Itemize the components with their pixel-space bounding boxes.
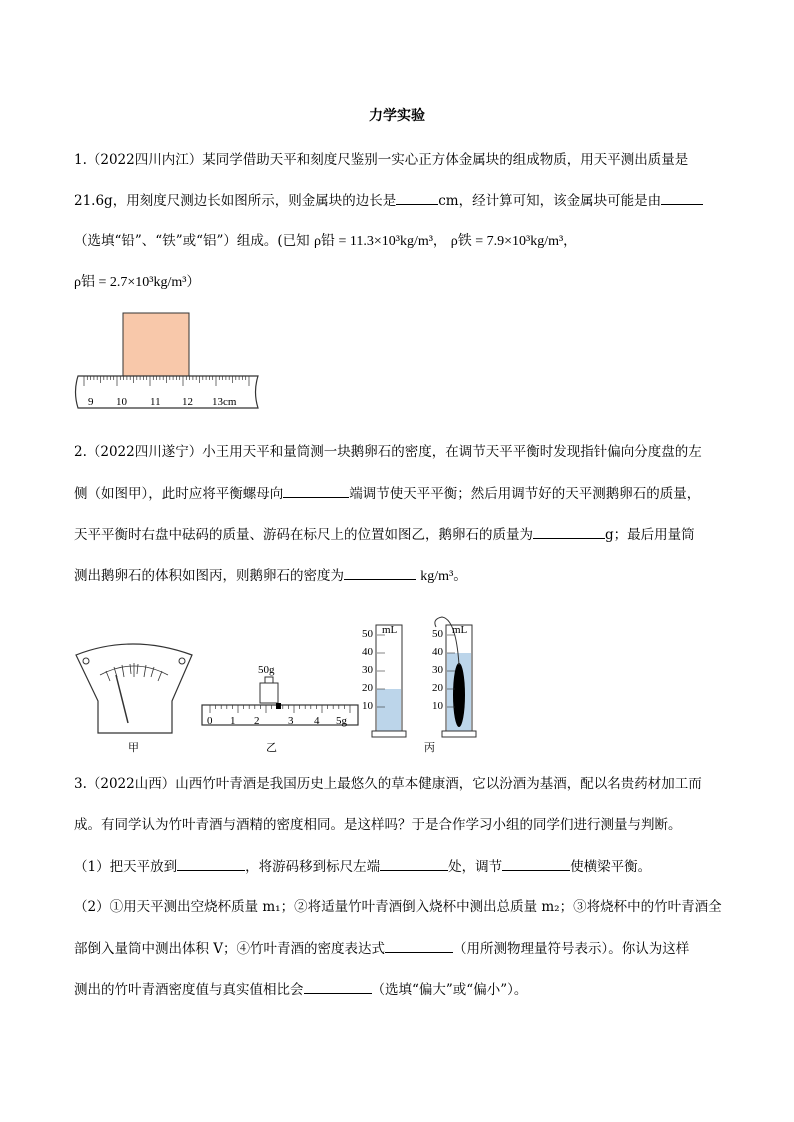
q1-line-1: 1.（2022四川内江）某同学借助天平和刻度尺鉴别一实心正方体金属块的组成物质，用天平测出质量是 (74, 152, 689, 168)
q2-line-3-text-b: g；最后用量筒 (605, 527, 695, 543)
q3-blank-expression[interactable] (385, 938, 453, 953)
q2-line-4 (74, 565, 734, 587)
ruler-label-11: 11 (150, 396, 161, 408)
cylinder-right (432, 617, 476, 737)
scale-label-2: 2 (254, 715, 260, 727)
q1-line-2-text-a: 21.6g，用刻度尺测边长如图所示，则金属块的边长是 (74, 193, 397, 209)
metal-cube (123, 313, 189, 376)
q2-line-3 (74, 524, 734, 545)
q3-line-5 (74, 938, 734, 959)
pebble (453, 663, 465, 727)
q3-blank-compare[interactable] (304, 979, 372, 994)
q3-line-6 (74, 979, 734, 1000)
q1-line-4 (74, 272, 734, 293)
left-tick-30: 30 (362, 664, 373, 676)
q2-line-3-text-a: 天平平衡时右盘中砝码的质量、游码在标尺上的位置如图乙，鹅卵石的质量为 (74, 527, 533, 543)
fig-label-bing: 丙 (424, 742, 435, 754)
cylinder-left (362, 624, 406, 737)
q3-line-5-text-a: 部倒入量筒中测出体积 V；④竹叶青酒的密度表达式 (74, 941, 386, 957)
q2-line-2-text-a: 侧（如图甲），此时应将平衡螺母向 (74, 486, 284, 502)
q3-line-3-text-b: ，将游码移到标尺左端 (245, 859, 381, 875)
scale-label-1: 1 (230, 715, 236, 727)
rho-iron-formula: ρ铁 = 7.9×10³kg/m³ (450, 234, 564, 249)
q1-line-3-text: （选填“铅”、“铁”或“铝”）组成。(已知 (74, 233, 310, 249)
q1-blank-edge-length[interactable] (396, 190, 438, 205)
ruler-label-9: 9 (88, 396, 94, 408)
q2-blank-direction[interactable] (283, 483, 349, 498)
left-tick-40: 40 (362, 646, 373, 658)
scale-label-5g: 5g (336, 715, 347, 727)
rider (276, 703, 281, 709)
q3-line-5-text-b: （用所测物理量符号表示）。你认为这样 (453, 941, 690, 957)
cylinder-left-unit: mL (382, 624, 398, 636)
q2-line-4-text-a: 测出鹅卵石的体积如图丙，则鹅卵石的密度为 (74, 568, 344, 584)
q3-line-3 (74, 856, 734, 877)
q1-line-2-text-b: cm，经计算可知，该金属块可能是由 (438, 193, 662, 209)
q1-line-2 (74, 190, 734, 211)
q3-blank-adjust[interactable] (502, 856, 570, 871)
left-tick-50: 50 (362, 628, 373, 640)
right-tick-10: 10 (432, 700, 443, 712)
scale-label-0: 0 (207, 715, 213, 727)
q2-line-1: 2.（2022四川遂宁）小王用天平和量筒测一块鹅卵石的密度，在调节天平平衡时发现指针偏向分度盘的左 (74, 444, 702, 460)
left-tick-10: 10 (362, 700, 373, 712)
q2-unit: kg/m³。 (420, 569, 468, 584)
q2-line-2 (74, 483, 734, 504)
q2-blank-mass[interactable] (533, 524, 605, 539)
q3-line-3-text-d: 使横梁平衡。 (570, 859, 652, 875)
rho-aluminum-formula: ρ铝 = 2.7×10³kg/m³ (74, 275, 187, 290)
q1-line-3: （选填“铅”、“铁”或“铝”）组成。(已知 ρ铅 = 11.3×10³kg/m³， ρ铁 = 7.9×10³kg/m³， (74, 233, 577, 249)
weight-label: 50g (258, 664, 275, 676)
fig-label-yi: 乙 (266, 742, 277, 754)
ruler-label-13cm: 13cm (212, 396, 237, 408)
page-title: 力学实验 (369, 108, 425, 124)
weight-50g (260, 683, 278, 703)
ruler-figure (70, 310, 270, 420)
ruler-label-12: 12 (182, 396, 193, 408)
fig-label-jia: 甲 (128, 742, 139, 754)
q3-line-6-text-a: 测出的竹叶青酒密度值与真实值相比会 (74, 982, 304, 998)
left-tick-20: 20 (362, 682, 373, 694)
q1-blank-metal[interactable] (661, 190, 703, 205)
q2-line-2-text-b: 端调节使天平平衡；然后用调节好的天平测鹅卵石的质量， (349, 486, 701, 502)
rider-scale (202, 664, 358, 727)
q2-blank-density[interactable] (344, 565, 416, 580)
balance-dial (76, 644, 192, 733)
right-tick-20: 20 (432, 682, 443, 694)
q3-blank-zero[interactable] (380, 856, 448, 871)
rho-lead-formula: ρ铅 = 11.3×10³kg/m³ (313, 234, 433, 249)
scale-label-4: 4 (314, 715, 320, 727)
q3-line-3-text-a: （1）把天平放到 (74, 859, 178, 875)
balance-figure (70, 605, 490, 755)
q3-blank-place[interactable] (177, 856, 245, 871)
q3-line-6-text-b: （选填“偏大”或“偏小”）。 (371, 982, 528, 998)
q3-line-4: （2）①用天平测出空烧杯质量 m₁；②将适量竹叶青酒倒入烧杯中测出总质量 m₂；③将烧杯中的竹叶青酒全 (74, 899, 722, 915)
right-tick-50: 50 (432, 628, 443, 640)
right-tick-30: 30 (432, 664, 443, 676)
cylinder-right-unit: mL (452, 624, 468, 636)
scale-label-3: 3 (288, 715, 294, 727)
right-tick-40: 40 (432, 646, 443, 658)
q3-line-2: 成。有同学认为竹叶青酒与酒精的密度相同。是这样吗？于是合作学习小组的同学们进行测量与判断。 (74, 817, 682, 833)
ruler-label-10: 10 (116, 396, 127, 408)
q1-line-4-end: ） (186, 274, 200, 290)
q3-line-3-text-c: 处，调节 (448, 859, 503, 875)
q3-line-1: 3.（2022山西）山西竹叶青酒是我国历史上最悠久的草本健康酒，它以汾酒为基酒，配以名贵药材加工而 (74, 776, 702, 792)
